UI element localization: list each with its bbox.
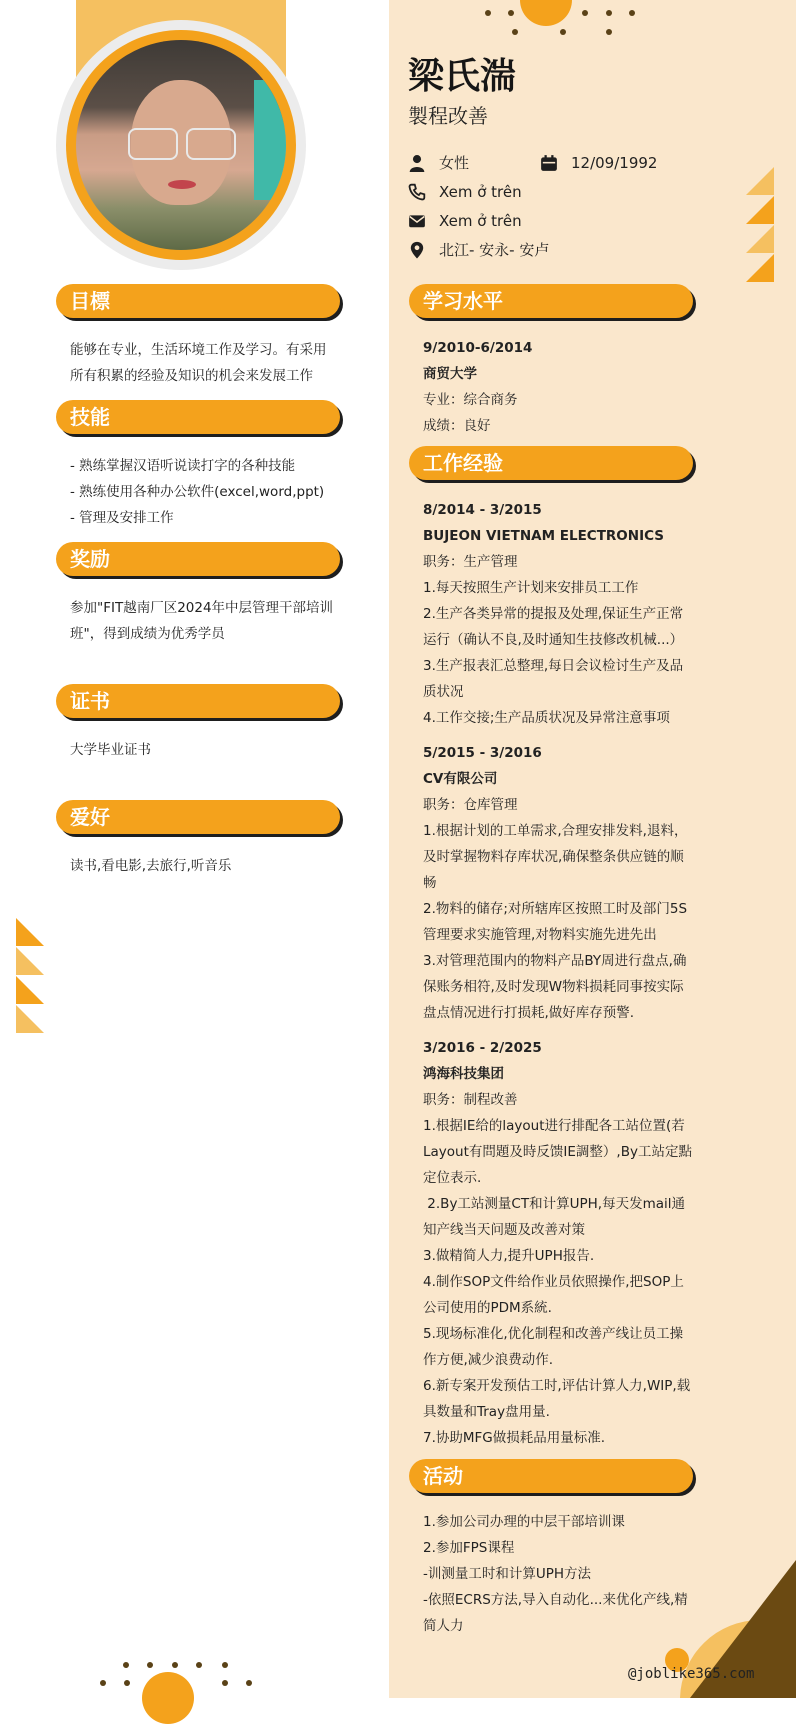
candidate-name: 梁氏湍 <box>408 56 517 97</box>
skill-item: - 管理及安排工作 <box>70 510 174 526</box>
decor-dot <box>147 1662 153 1668</box>
section-header-activities: 活动 <box>409 1459 693 1493</box>
activity-line: 2.参加FPS课程 <box>423 1540 515 1556</box>
objective-line: 所有积累的经验及知识的机会来发展工作 <box>70 368 313 384</box>
decor-triangle <box>16 976 44 1004</box>
job-duty-line: 2.By工站测量CT和计算UPH,每天发mail通 <box>423 1196 685 1212</box>
job-role: 职务：仓库管理 <box>423 797 518 813</box>
objective-text <box>70 337 360 389</box>
job-duty-line: 7.协助MFG做损耗品用量标准. <box>423 1430 606 1446</box>
envelope-icon <box>408 212 426 230</box>
certificate-item: 大学毕业证书 <box>70 742 151 758</box>
skills-list <box>70 453 360 531</box>
decor-triangle <box>746 254 774 282</box>
job-duty-line: 盘点情况进行打损耗,做好库存预警. <box>423 1005 635 1021</box>
decor-dot <box>606 29 612 35</box>
decor-dot <box>100 1680 106 1686</box>
skill-item: - 熟练掌握汉语听说读打字的各种技能 <box>70 458 296 474</box>
job-duty-line: 2.物料的储存;对所辖库区按照工时及部门5S <box>423 901 688 917</box>
job-role: 职务：制程改善 <box>423 1092 518 1108</box>
award-line: 班"，得到成绩为优秀学员 <box>70 626 225 642</box>
candidate-position: 製程改善 <box>408 104 488 128</box>
job-duty-line: Layout有問題及時反馈IE調整）,By工站定點 <box>423 1144 692 1160</box>
job-company: CV有限公司 <box>423 771 498 787</box>
decor-dot <box>222 1662 228 1668</box>
job-duty-line: 畅 <box>423 875 437 891</box>
job-entry <box>423 497 708 731</box>
profile-photo <box>76 40 286 250</box>
section-header-certificates: 证书 <box>56 684 340 718</box>
map-pin-icon <box>408 241 426 259</box>
decor-dot <box>196 1662 202 1668</box>
section-header-hobbies: 爱好 <box>56 800 340 834</box>
job-company: BUJEON VIETNAM ELECTRONICS <box>423 528 664 544</box>
objective-line: 能够在专业，生活环境工作及学习。有采用 <box>70 342 327 358</box>
activity-line: 简人力 <box>423 1618 464 1634</box>
watermark: @joblike365.com <box>628 1666 755 1682</box>
phone-icon <box>408 183 426 201</box>
job-duty-line: 1.根据计划的工单需求,合理安排发料,退料， <box>423 823 688 839</box>
decor-dot <box>246 1680 252 1686</box>
job-entry <box>423 740 708 1026</box>
decor-dot <box>560 29 566 35</box>
decor-triangle <box>746 225 774 253</box>
job-period: 5/2015 - 3/2016 <box>423 745 542 761</box>
job-duty-line: 1.每天按照生产计划来安排员工工作 <box>423 580 639 596</box>
job-duty-line: 质状况 <box>423 684 464 700</box>
decor-sun <box>142 1672 194 1724</box>
job-duty-line: 知产线当天问题及改善对策 <box>423 1222 585 1238</box>
job-duty-line: 3.对管理范围内的物料产品BY周进行盘点,确 <box>423 953 687 969</box>
job-entry <box>423 1035 708 1451</box>
education-school: 商贸大学 <box>423 366 477 382</box>
certificates-text <box>70 737 360 763</box>
job-period: 3/2016 - 2/2025 <box>423 1040 542 1056</box>
education-period: 9/2010-6/2014 <box>423 340 533 356</box>
job-duty-line: 作方便,减少浪费动作. <box>423 1352 554 1368</box>
gender-value: 女性 <box>439 154 470 172</box>
education-major: 专业：综合商务 <box>423 392 518 408</box>
decor-dot <box>485 10 491 16</box>
decor-triangle <box>16 1005 44 1033</box>
phone-value: Xem ở trên <box>439 183 522 201</box>
section-header-education: 学习水平 <box>409 284 693 318</box>
decor-dot <box>222 1680 228 1686</box>
job-duty-line: 4.工作交接;生产品质状况及异常注意事项 <box>423 710 670 726</box>
decor-dot <box>606 10 612 16</box>
activity-line: -依照ECRS方法,导入自动化...来优化产线,精 <box>423 1592 688 1608</box>
decor-dot <box>629 10 635 16</box>
section-header-objective: 目標 <box>56 284 340 318</box>
decor-triangle <box>16 918 44 946</box>
activity-line: 1.参加公司办理的中层干部培训课 <box>423 1514 625 1530</box>
decor-dot <box>123 1662 129 1668</box>
decor-dot <box>582 10 588 16</box>
activities-list <box>423 1509 708 1639</box>
job-duty-line: 公司使用的PDM系統. <box>423 1300 552 1316</box>
job-duty-line: 4.制作SOP文件给作业员依照操作,把SOP上 <box>423 1274 684 1290</box>
job-duty-line: 及时掌握物料存库状况,确保整条供应链的顺 <box>423 849 684 865</box>
hobby-item: 读书,看电影,去旅行,听音乐 <box>70 858 232 874</box>
job-duty-line: 3.做精简人力,提升UPH报告. <box>423 1248 595 1264</box>
job-duty-line: 3.生产报表汇总整理,每日会议检讨生产及品 <box>423 658 684 674</box>
job-duty-line: 5.现场标准化,优化制程和改善产线让员工操 <box>423 1326 684 1342</box>
job-duty-line: 具数量和Tray盘用量. <box>423 1404 550 1420</box>
birthdate-value: 12/09/1992 <box>571 154 658 172</box>
job-duty-line: 定位表示. <box>423 1170 482 1186</box>
job-duty-line: 运行（确认不良,及时通知生技修改机械...） <box>423 632 684 648</box>
decor-triangle <box>746 167 774 195</box>
section-header-skills: 技能 <box>56 400 340 434</box>
decor-triangle <box>746 196 774 224</box>
job-role: 职务：生产管理 <box>423 554 518 570</box>
job-duty-line: 2.生产各类异常的提报及处理,保证生产正常 <box>423 606 684 622</box>
section-header-experience: 工作经验 <box>409 446 693 480</box>
job-company: 鸿海科技集团 <box>423 1066 504 1082</box>
email-value: Xem ở trên <box>439 212 522 230</box>
decor-dot <box>172 1662 178 1668</box>
decor-dot <box>508 10 514 16</box>
address-value: 北江- 安永- 安卢 <box>439 241 550 259</box>
award-line: 参加"FIT越南厂区2024年中层管理干部培训 <box>70 600 334 616</box>
skill-item: - 熟练使用各种办公软件(excel,word,ppt) <box>70 484 325 500</box>
section-header-awards: 奖励 <box>56 542 340 576</box>
decor-triangle <box>16 947 44 975</box>
education-entry <box>423 335 703 439</box>
job-duty-line: 管理要求实施管理,对物料实施先进先出 <box>423 927 657 943</box>
person-icon <box>408 154 426 172</box>
education-result: 成绩：良好 <box>423 418 491 434</box>
hobbies-text <box>70 853 360 879</box>
job-duty-line: 1.根据IE给的layout进行排配各工站位置(若 <box>423 1118 685 1134</box>
job-period: 8/2014 - 3/2015 <box>423 502 542 518</box>
decor-dot <box>124 1680 130 1686</box>
calendar-icon <box>540 154 558 172</box>
activity-line: -训测量工时和计算UPH方法 <box>423 1566 592 1582</box>
job-duty-line: 6.新专案开发预估工时,评估计算人力,WIP,载 <box>423 1378 691 1394</box>
awards-text <box>70 595 365 647</box>
decor-dot <box>512 29 518 35</box>
job-duty-line: 保账务相符,及时发现W物料损耗同事按实际 <box>423 979 684 995</box>
